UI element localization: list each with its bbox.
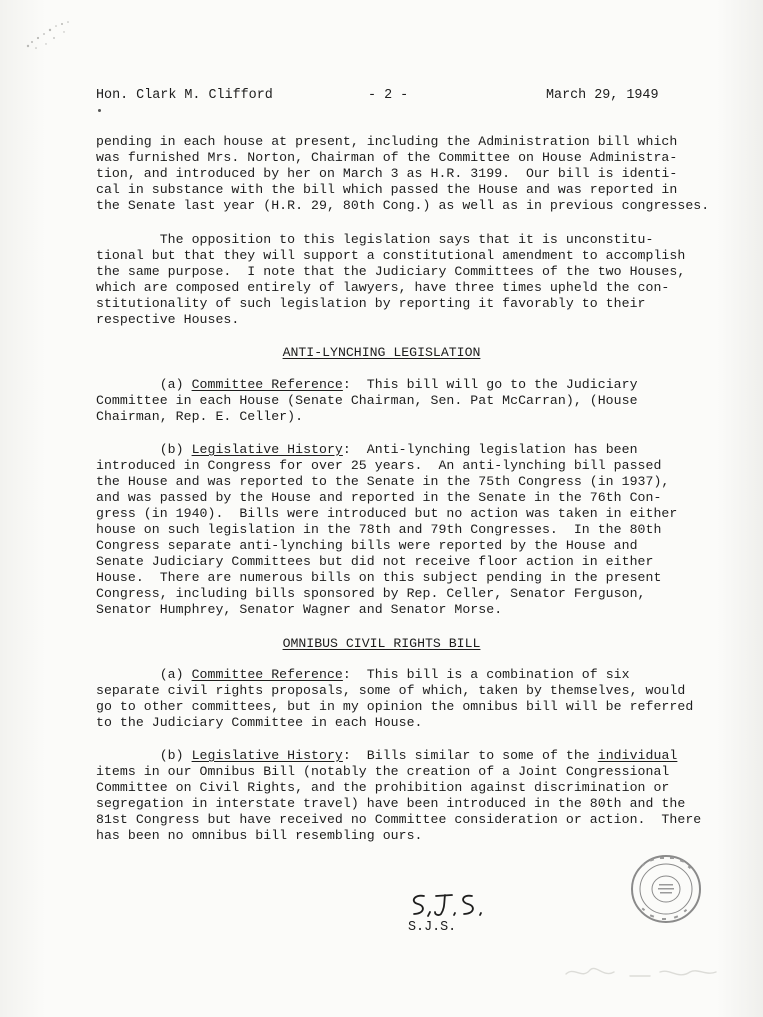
item-prefix: (a) (96, 667, 192, 682)
section2-a-line: to the Judiciary Committee in each House. (96, 715, 423, 730)
section1-b-line: Congress separate anti-lynching bills were reported by the House and (96, 538, 638, 553)
intro-line: tion, and introduced by her on March 3 as H.R. 3199. Our bill is identi- (96, 166, 678, 181)
legislative-history-label: Legislative History (191, 442, 343, 457)
section2-a-first-line (96, 667, 630, 683)
section-heading-omnibus: OMNIBUS CIVIL RIGHTS BILL (282, 636, 481, 651)
section1-b-line: the House and was reported to the Senate in the 75th Congress (in 1937), (96, 474, 670, 489)
opposition-line: which are composed entirely of lawyers, have three times upheld the con- (96, 280, 670, 295)
committee-reference-label: Committee Reference (191, 377, 343, 392)
typed-initials: S.J.S. (408, 920, 457, 935)
section1-b-line: introduced in Congress for over 25 years. An anti-lynching bill passed (96, 458, 662, 473)
section2-b-line: segregation in interstate travel) have been introduced in the 80th and the (96, 796, 686, 811)
section1-a-line: Chairman, Rep. E. Celler). (96, 409, 304, 424)
committee-reference-label: Committee Reference (191, 667, 343, 682)
item-text: : Bills similar to some of the (342, 748, 598, 763)
opposition-line: stitutionality of such legislation by reporting it favorably to their (96, 296, 646, 311)
letter-date: March 29, 1949 (546, 88, 659, 103)
item-prefix: (a) (96, 377, 192, 392)
underlined-word-individual: individual (597, 748, 678, 763)
section1-b-line: house on such legislation in the 78th and 79th Congresses. In the 80th (96, 522, 662, 537)
item-text: : Anti-lynching legislation has been (342, 442, 638, 457)
intro-line: was furnished Mrs. Norton, Chairman of the Committee on House Administra- (96, 150, 678, 165)
intro-line: cal in substance with the bill which passed the House and was reported in (96, 182, 678, 197)
section2-b-line: 81st Congress but have received no Committee consideration or action. There (96, 812, 702, 827)
section1-b-line: Senate Judiciary Committees but did not receive floor action in either (96, 554, 654, 569)
section2-b-line: has been no omnibus bill resembling ours. (96, 828, 423, 843)
section2-b-first-line (96, 748, 677, 764)
opposition-line: The opposition to this legislation says that it is unconstitu- (96, 232, 654, 247)
intro-line: pending in each house at present, including the Administration bill which (96, 134, 678, 149)
recipient-name: Hon. Clark M. Clifford (96, 88, 273, 103)
opposition-line: tional but that they will support a constitutional amendment to accomplish (96, 248, 686, 263)
section1-b-line: and was passed by the House and reported in the Senate in the 76th Con- (96, 490, 662, 505)
section1-b-line: Senator Humphrey, Senator Wagner and Senator Morse. (96, 602, 503, 617)
section1-b-line: Congress, including bills sponsored by Rep. Celler, Senator Ferguson, (96, 586, 646, 601)
opposition-line: the same purpose. I note that the Judiciary Committees of the two Houses, (96, 264, 686, 279)
section1-a-line: Committee in each House (Senate Chairman, Sen. Pat McCarran), (House (96, 393, 638, 408)
handwritten-signature (404, 888, 494, 922)
item-text: : This bill is a combination of six (342, 667, 630, 682)
page-number-marker: - 2 - (368, 88, 409, 103)
item-text: : This bill will go to the Judiciary (342, 377, 638, 392)
section1-a-first-line (96, 377, 638, 393)
library-stamp-seal (628, 852, 704, 926)
section2-b-line: items in our Omnibus Bill (notably the creation of a Joint Congressional (96, 764, 670, 779)
ink-smudge-mark (18, 16, 78, 56)
item-prefix: (b) (96, 748, 192, 763)
section1-b-first-line (96, 442, 638, 458)
section1-b-line: gress (in 1940). Bills were introduced but no action was taken in either (96, 506, 678, 521)
section-heading-anti-lynching: ANTI-LYNCHING LEGISLATION (282, 345, 481, 360)
faint-bleedthrough-marks (560, 958, 730, 986)
section2-b-line: Committee on Civil Rights, and the prohibition against discrimination or (96, 780, 670, 795)
opposition-line: respective Houses. (96, 312, 240, 327)
section2-a-line: go to other committees, but in my opinion the omnibus bill will be referred (96, 699, 694, 714)
section2-a-line: separate civil rights proposals, some of which, taken by themselves, would (96, 683, 686, 698)
item-prefix: (b) (96, 442, 192, 457)
intro-line: the Senate last year (H.R. 29, 80th Cong.) as well as in previous congresses. (96, 198, 710, 213)
legislative-history-label: Legislative History (191, 748, 343, 763)
section1-b-line: House. There are numerous bills on this subject pending in the present (96, 570, 662, 585)
stray-dot (98, 109, 101, 112)
